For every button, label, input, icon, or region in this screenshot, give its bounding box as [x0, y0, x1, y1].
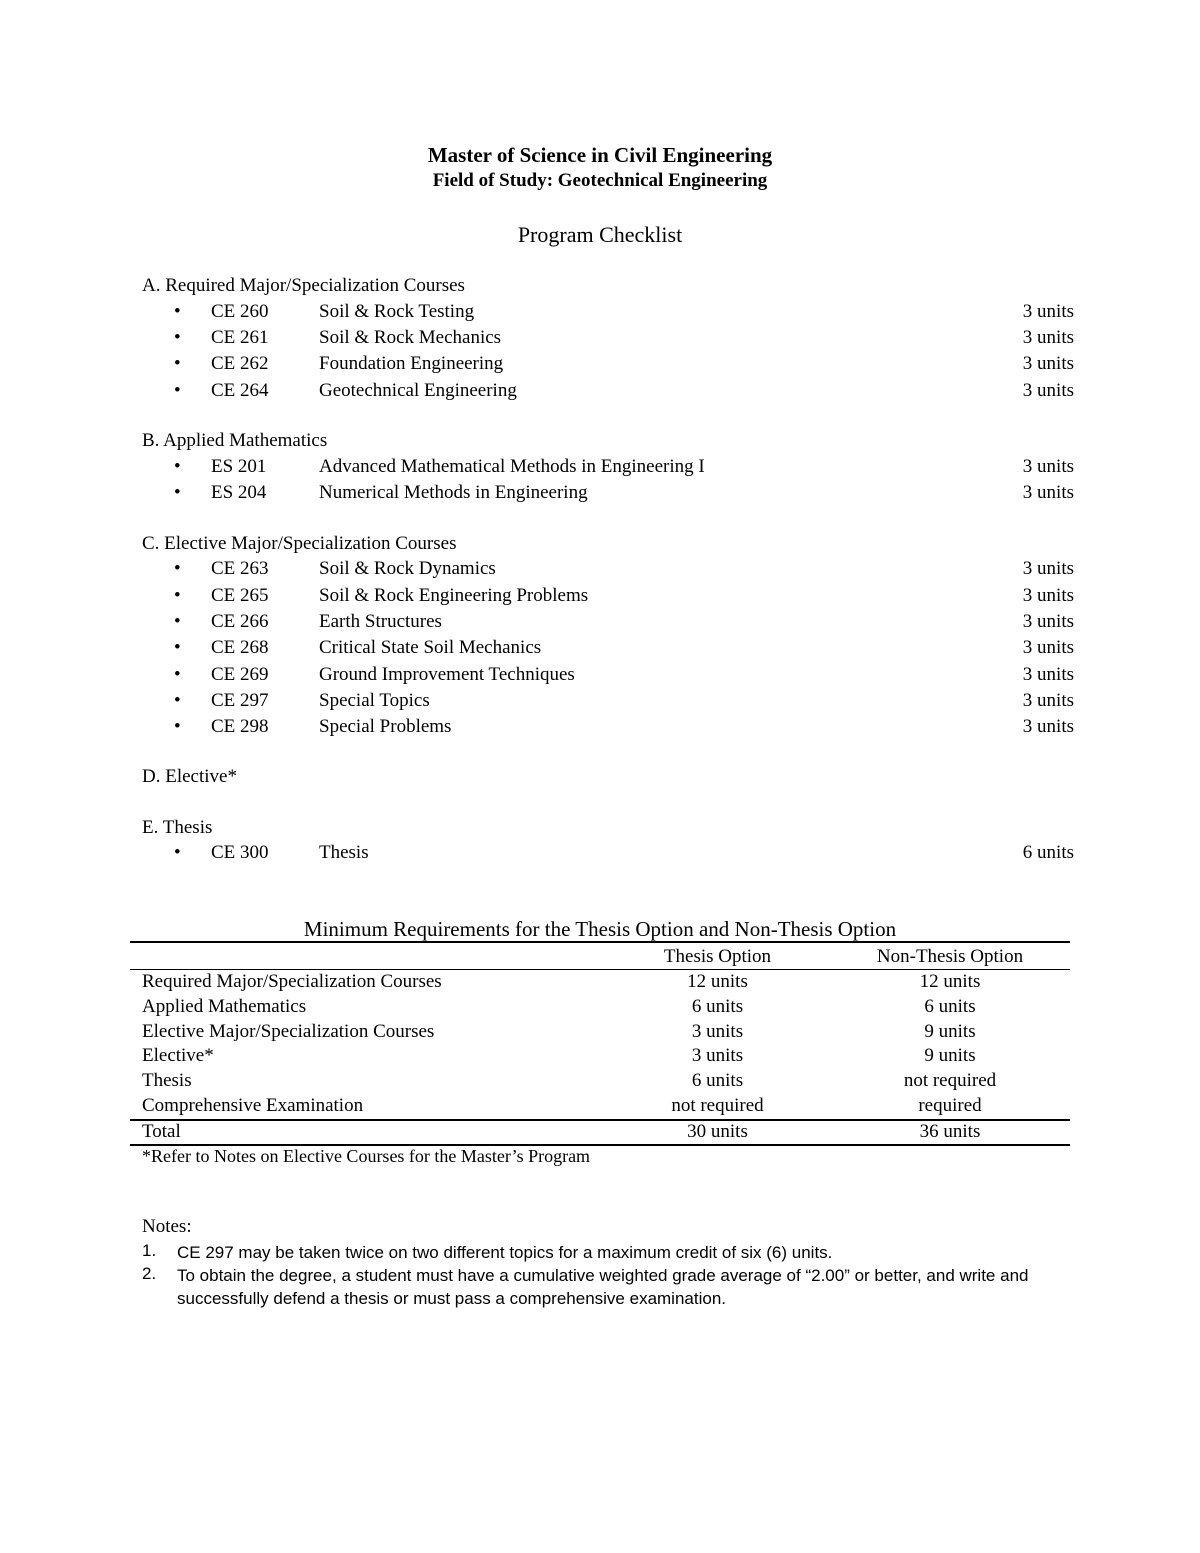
course-row — [0, 842, 1200, 868]
course-row — [0, 482, 1200, 508]
course-row — [0, 301, 1200, 327]
bullet-icon: • — [174, 482, 181, 503]
section-c-heading: C. Elective Major/Specialization Courses — [142, 533, 457, 554]
section-b-heading: B. Applied Mathematics — [142, 430, 328, 451]
bullet-icon: • — [174, 842, 181, 863]
note-text: To obtain the degree, a student must have a cumulative weighted grade average of “2.00” or better, and write and successfully defend a thesis or must pass a comprehensive examination. — [177, 1266, 1029, 1308]
thesis-total: 30 units — [687, 1121, 748, 1142]
note-text: CE 297 may be taken twice on two different topics for a maximum credit of six (6) units. — [177, 1243, 833, 1262]
course-name: Special Topics — [319, 690, 430, 711]
course-units: 3 units — [1022, 380, 1074, 401]
course-code: CE 263 — [211, 558, 269, 579]
course-name: Geotechnical Engineering — [319, 380, 517, 401]
table-row — [130, 1070, 1070, 1095]
course-name: Ground Improvement Techniques — [319, 664, 575, 685]
course-row — [0, 716, 1200, 742]
course-code: CE 298 — [211, 716, 269, 737]
course-row — [0, 611, 1200, 637]
table-row — [130, 971, 1070, 996]
requirements-table-title: Minimum Requirements for the Thesis Option and Non-Thesis Option — [303, 917, 897, 941]
course-row — [0, 456, 1200, 482]
course-row — [0, 558, 1200, 584]
course-row — [0, 380, 1200, 406]
thesis-value: 3 units — [691, 1045, 744, 1066]
course-name: Numerical Methods in Engineering — [319, 482, 588, 503]
course-units: 3 units — [1022, 353, 1074, 374]
requirement-label: Elective Major/Specialization Courses — [142, 1021, 435, 1042]
bullet-icon: • — [174, 327, 181, 348]
non-thesis-value: 6 units — [924, 996, 976, 1017]
course-code: CE 262 — [211, 353, 269, 374]
bullet-icon: • — [174, 664, 181, 685]
thesis-value: 6 units — [691, 1070, 744, 1091]
bullet-icon: • — [174, 380, 181, 401]
course-row — [0, 327, 1200, 353]
thesis-value: 12 units — [687, 971, 748, 992]
column-header-non-thesis: Non-Thesis Option — [876, 946, 1024, 967]
course-units: 3 units — [1022, 456, 1074, 477]
course-code: CE 297 — [211, 690, 269, 711]
course-units: 3 units — [1022, 482, 1074, 503]
notes-heading: Notes: — [142, 1216, 192, 1237]
non-thesis-value: 12 units — [919, 971, 981, 992]
note-number: 1. — [142, 1241, 157, 1260]
table-row — [130, 1095, 1070, 1120]
course-units: 3 units — [1022, 637, 1074, 658]
non-thesis-value: required — [918, 1095, 982, 1116]
course-code: CE 269 — [211, 664, 269, 685]
checklist-title: Program Checklist — [517, 222, 683, 247]
course-name: Soil & Rock Testing — [319, 301, 475, 322]
table-total-row — [130, 1121, 1070, 1146]
course-units: 3 units — [1022, 301, 1074, 322]
bullet-icon: • — [174, 716, 181, 737]
course-code: CE 300 — [211, 842, 269, 863]
course-units: 3 units — [1022, 611, 1074, 632]
course-row — [0, 637, 1200, 663]
bullet-icon: • — [174, 637, 181, 658]
course-units: 3 units — [1022, 664, 1074, 685]
table-row — [130, 1021, 1070, 1046]
table-row — [130, 1045, 1070, 1070]
course-name: Foundation Engineering — [319, 353, 504, 374]
course-row — [0, 585, 1200, 611]
table-row — [130, 996, 1070, 1021]
course-code: CE 268 — [211, 637, 269, 658]
course-row — [0, 353, 1200, 379]
course-code: CE 265 — [211, 585, 269, 606]
course-units: 3 units — [1022, 585, 1074, 606]
course-name: Earth Structures — [319, 611, 442, 632]
thesis-value: not required — [671, 1095, 764, 1116]
course-units: 6 units — [1022, 842, 1074, 863]
non-thesis-value: 9 units — [924, 1045, 976, 1066]
requirement-label: Required Major/Specialization Courses — [142, 971, 442, 992]
table-header-row — [130, 946, 1070, 971]
total-label: Total — [142, 1121, 181, 1142]
requirement-label: Applied Mathematics — [142, 996, 307, 1017]
bullet-icon: • — [174, 456, 181, 477]
course-name: Critical State Soil Mechanics — [319, 637, 542, 658]
course-code: ES 204 — [211, 482, 267, 503]
course-name: Soil & Rock Mechanics — [319, 327, 502, 348]
course-code: ES 201 — [211, 456, 267, 477]
course-name: Special Problems — [319, 716, 452, 737]
field-of-study: Field of Study: Geotechnical Engineering — [432, 170, 768, 191]
thesis-value: 3 units — [691, 1021, 744, 1042]
table-top-rule — [130, 941, 1070, 943]
bullet-icon: • — [174, 690, 181, 711]
note-number: 2. — [142, 1264, 157, 1283]
course-name: Soil & Rock Engineering Problems — [319, 585, 589, 606]
degree-title: Master of Science in Civil Engineering — [427, 143, 773, 167]
course-row — [0, 664, 1200, 690]
course-code: CE 261 — [211, 327, 269, 348]
non-thesis-value: not required — [903, 1070, 997, 1091]
course-units: 3 units — [1022, 558, 1074, 579]
bullet-icon: • — [174, 353, 181, 374]
course-units: 3 units — [1022, 716, 1074, 737]
non-thesis-value: 9 units — [924, 1021, 976, 1042]
course-row — [0, 690, 1200, 716]
column-header-thesis: Thesis Option — [663, 946, 772, 967]
bullet-icon: • — [174, 301, 181, 322]
bullet-icon: • — [174, 611, 181, 632]
requirement-label: Comprehensive Examination — [142, 1095, 364, 1116]
course-code: CE 266 — [211, 611, 269, 632]
course-name: Advanced Mathematical Methods in Engineering I — [319, 456, 705, 477]
course-units: 3 units — [1022, 327, 1074, 348]
course-name: Soil & Rock Dynamics — [319, 558, 496, 579]
thesis-value: 6 units — [691, 996, 744, 1017]
course-code: CE 260 — [211, 301, 269, 322]
table-footnote: *Refer to Notes on Elective Courses for the Master’s Program — [142, 1146, 591, 1166]
requirement-label: Elective* — [142, 1045, 214, 1066]
course-units: 3 units — [1022, 690, 1074, 711]
course-name: Thesis — [319, 842, 369, 863]
requirement-label: Thesis — [142, 1070, 192, 1091]
section-d-heading: D. Elective* — [142, 766, 237, 787]
bullet-icon: • — [174, 585, 181, 606]
section-a-heading: A. Required Major/Specialization Courses — [142, 275, 465, 296]
non-thesis-total: 36 units — [919, 1121, 981, 1142]
course-code: CE 264 — [211, 380, 269, 401]
bullet-icon: • — [174, 558, 181, 579]
table-header-rule — [130, 969, 1070, 970]
section-e-heading: E. Thesis — [142, 817, 213, 838]
